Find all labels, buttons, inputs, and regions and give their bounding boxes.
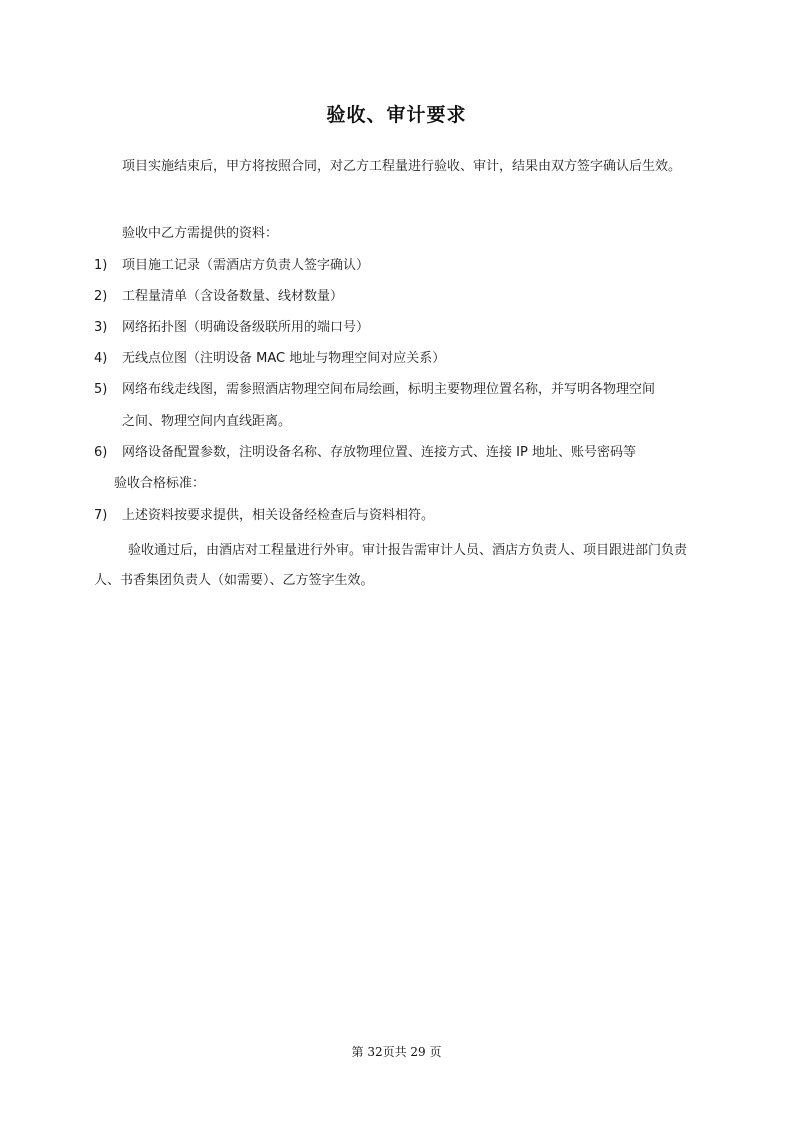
criteria-heading: 验收合格标准： [114,476,206,491]
list-item-text: 工程量清单（含设备数量、线材数量） [122,289,344,304]
list-item-text: 无线点位图（注明设备 MAC 地址与物理空间对应关系） [122,351,446,366]
list-item-number: 1) [94,258,108,273]
list-item-number: 3) [94,320,108,335]
materials-heading: 验收中乙方需提供的资料： [122,226,279,241]
final-paragraph: 验收通过后，由酒店对工程量进行外审。审计报告需审计人员、酒店方负责人、项目跟进部门负责人、书香集团负责人（如需要）、乙方签字生效。 [94,543,688,588]
intro-paragraph: 项目实施结束后，甲方将按照合同，对乙方工程量进行验收、审计，结果由双方签字确认后生效。 [122,159,682,174]
list-item-number: 7) [94,508,108,523]
list-item-text: 网络设备配置参数，注明设备名称、存放物理位置、连接方式、连接 IP 地址、账号密码等 [122,445,636,460]
page-footer: 第 32页共 29 页 [351,1045,442,1059]
list-item-text: 上述资料按要求提供，相关设备经检查后与资料相符。 [122,508,435,523]
list-item-number: 5) [94,382,108,397]
list-item-text-continued: 之间、物理空间内直线距离。 [122,414,292,429]
list-item-text: 网络布线走线图，需参照酒店物理空间布局绘画，标明主要物理位置名称，并写明各物理空间 [122,382,656,397]
list-item-number: 6) [94,445,108,460]
page-title: 验收、审计要求 [326,104,467,126]
list-item-text: 网络拓扑图（明确设备级联所用的端口号） [122,320,370,335]
list-item-text: 项目施工记录（需酒店方负责人签字确认） [122,258,370,273]
list-item-number: 2) [94,289,108,304]
list-item-number: 4) [94,351,108,366]
